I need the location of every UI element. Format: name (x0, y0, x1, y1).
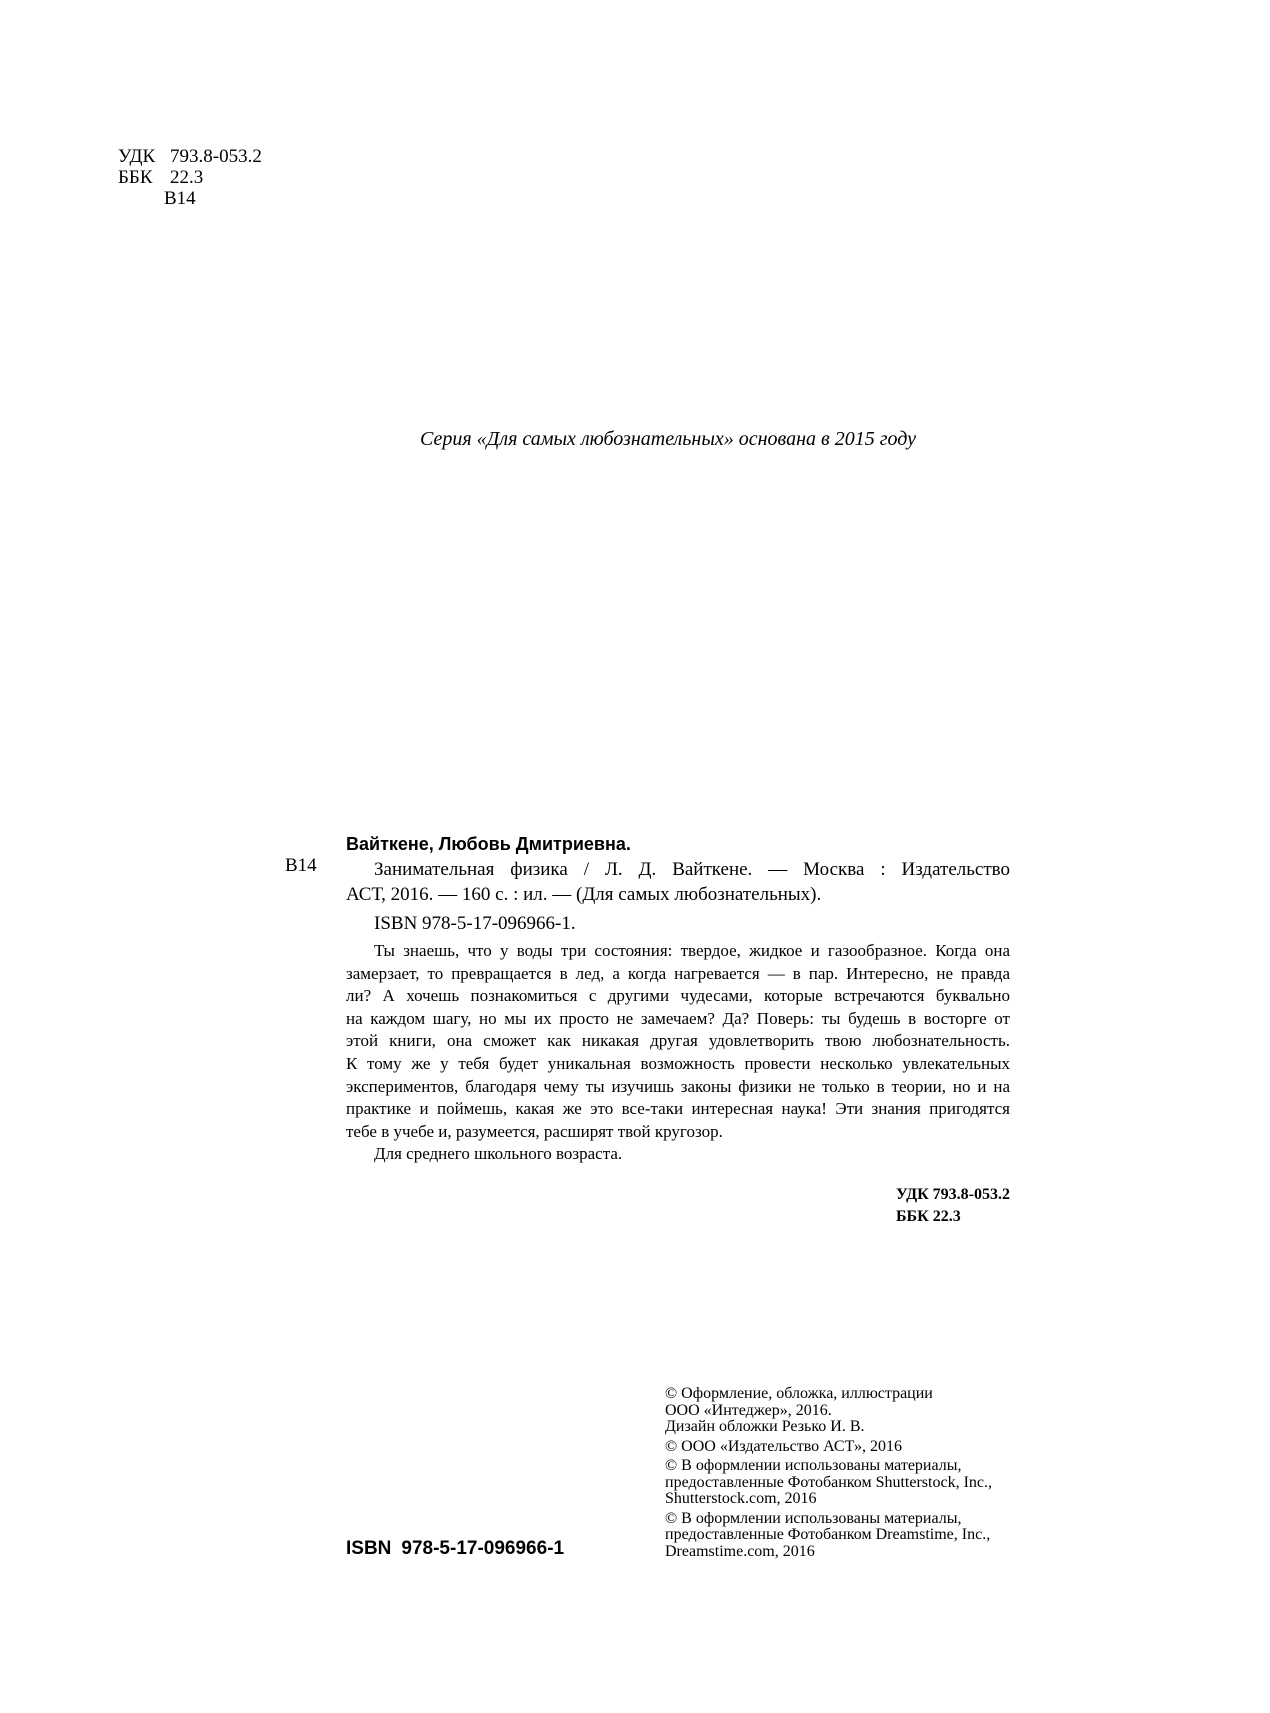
udk-label: УДК (118, 146, 156, 167)
isbn-bottom (346, 1538, 564, 1560)
copyright-line: © В оформлении использованы материалы, (665, 1457, 962, 1474)
annotation-line: на каждом шагу, но мы их просто не замечаем? Да? Поверь: ты будешь в восторге от (346, 1008, 1010, 1028)
copyright-publisher (665, 1439, 1035, 1456)
record-isbn: ISBN 978-5-17-096966-1. (374, 913, 576, 934)
bbk-value: 22.3 (170, 167, 204, 188)
annotation-line: Ты знаешь, что у воды три состояния: твердое, жидкое и газообразное. Когда она (374, 941, 1010, 960)
udk-value: 793.8-053.2 (170, 146, 262, 167)
udk-bold: УДК 793.8-053.2 (895, 1186, 1010, 1203)
record-title-line-1: Занимательная физика / Л. Д. Вайткене. — Москва : Издательство (374, 859, 1010, 880)
annotation-line: К тому же у тебя будет уникальная возможность провести несколько увлекательных (346, 1053, 1010, 1073)
copyright-line: © В оформлении использованы материалы, (665, 1509, 962, 1527)
bbk-row (118, 167, 262, 188)
annotation-line: тебе в учебе и, разумеется, расширят твой кругозор. (346, 1121, 723, 1141)
annotation-line: замерзает, то превращается в лед, а когда нагревается — в пар. Интересно, не правда (346, 963, 1010, 983)
copyright-line: предоставленные Фотобанком Dreamstime, Inc., (665, 1526, 991, 1543)
series-note: Серия «Для самых любознательных» основана в 2015 году (420, 428, 916, 450)
audience-note: Для среднего школьного возраста. (374, 1144, 623, 1164)
record-title-line-2: АСТ, 2016. — 160 с. : ил. — (Для самых любознательных). (346, 884, 822, 905)
copyright-line: ООО «Интеджер», 2016. (665, 1401, 832, 1419)
annotation-line: ли? А хочешь познакомиться с другими чудесами, которые встречаются буквально (346, 986, 1010, 1006)
copyright-shutterstock (665, 1458, 1035, 1508)
copyright-dreamstime (665, 1511, 1035, 1561)
copyright-design (665, 1386, 1035, 1436)
copyright-line: предоставленные Фотобанком Shutterstock, Inc., (665, 1473, 993, 1491)
copyright-line: Дизайн обложки Резько И. В. (665, 1418, 865, 1435)
top-classification (118, 146, 262, 209)
author-sign: В14 (285, 855, 317, 876)
copyright-line: © Оформление, обложка, иллюстрации (665, 1385, 933, 1402)
bbk-bold: ББК 22.3 (895, 1208, 961, 1225)
annotation-line: этой книги, она сможет как никакая другая удовлетворить твою любознательность. (346, 1031, 1010, 1051)
copyright-line: Shutterstock.com, 2016 (665, 1490, 817, 1507)
record-author: Вайткене, Любовь Дмитриевна. (346, 834, 631, 854)
annotation (346, 940, 1010, 1166)
bbk-label: ББК (118, 167, 153, 188)
isbn-label: ISBN (346, 1538, 392, 1559)
isbn-number: 978-5-17-096966-1 (401, 1538, 565, 1559)
annotation-line: экспериментов, благодаря чему ты изучишь законы физики не только в теории, но и на (346, 1076, 1010, 1096)
author-sign-top: В14 (164, 188, 196, 209)
copyrights (665, 1386, 1035, 1563)
udk-row (118, 146, 262, 167)
copyright-line: © ООО «Издательство АСТ», 2016 (665, 1437, 902, 1455)
classification-bold (896, 1184, 1010, 1228)
bibliographic-record (346, 832, 1010, 936)
copyright-line: Dreamstime.com, 2016 (665, 1542, 815, 1560)
annotation-line: практике и поймешь, какая же это все-таки интересная наука! Эти знания пригодятся (346, 1099, 1010, 1119)
